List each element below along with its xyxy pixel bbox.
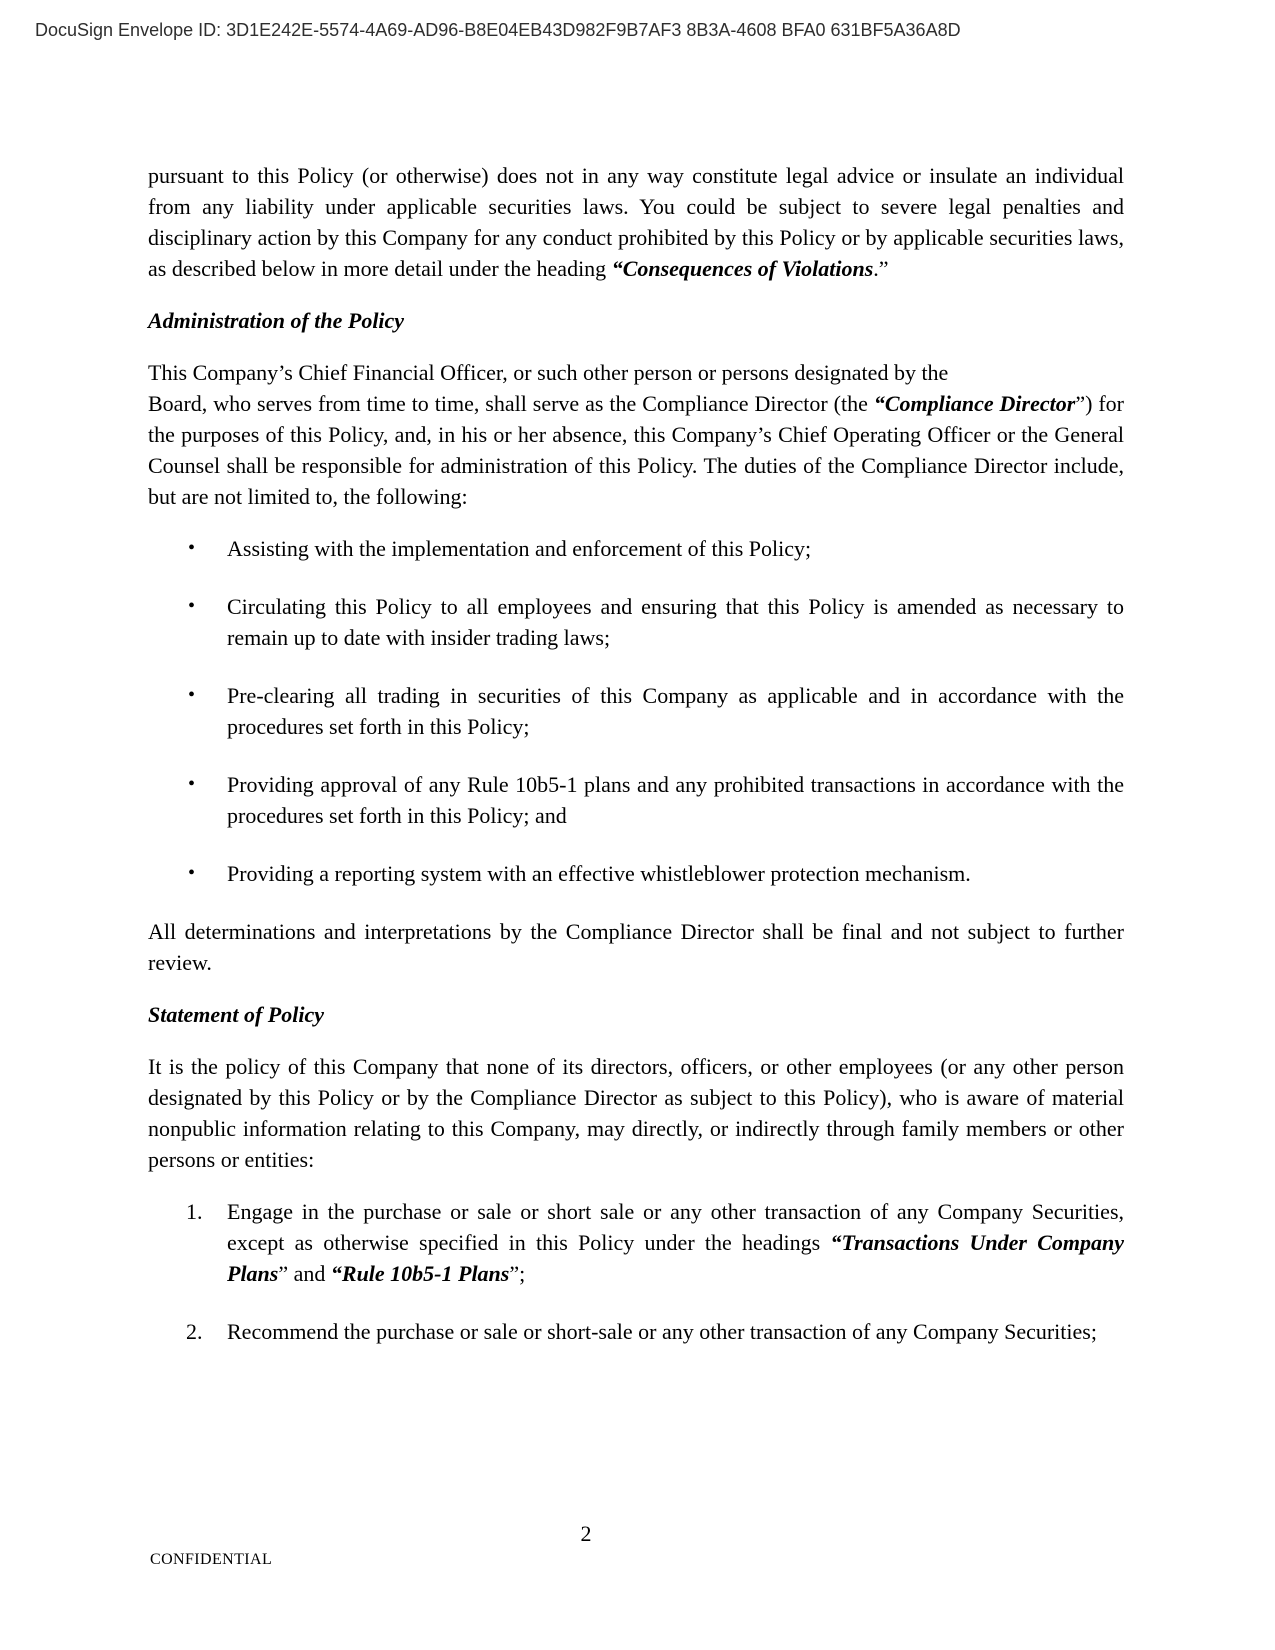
docusign-envelope-id: DocuSign Envelope ID: 3D1E242E-5574-4A69-AD96-B8E04EB43D982F9B7AF3 8B3A-4608 BFA0 631BF5A36A8D: [35, 20, 961, 40]
section-heading-statement: Statement of Policy: [148, 1002, 324, 1027]
bullet-item: [148, 680, 1124, 742]
bullet-item-text: Circulating this Policy to all employees and ensuring that this Policy is amended as necessary to remain up to date with insider trading laws;: [227, 594, 1124, 650]
bullet-icon: •: [188, 773, 196, 795]
bullet-item-text: Assisting with the implementation and enforcement of this Policy;: [227, 536, 812, 561]
bullet-item-text: Providing approval of any Rule 10b5-1 plans and any prohibited transactions in accordance with the procedures set forth in this Policy; and: [227, 772, 1124, 828]
bullet-icon: •: [188, 595, 196, 617]
bullet-icon: •: [188, 537, 196, 559]
bullet-item-text: Pre-clearing all trading in securities of this Company as applicable and in accordance with the procedures set forth in this Policy;: [227, 683, 1124, 739]
numbered-item: [148, 1196, 1124, 1289]
bullet-item: [148, 769, 1124, 831]
numbered-item-text: Recommend the purchase or sale or short-sale or any other transaction of any Company Securities;: [227, 1319, 1097, 1344]
bullet-item: [148, 858, 1124, 889]
document-body: [148, 160, 1124, 1374]
administration-paragraph-first-line: This Company’s Chief Financial Officer, or such other person or persons designated by the: [148, 360, 949, 385]
bullet-item-text: Providing a reporting system with an effective whistleblower protection mechanism.: [227, 861, 971, 886]
compliance-duties-list: [148, 533, 1124, 889]
numbered-item-text: Engage in the purchase or sale or short sale or any other transaction of any Company Securities, except as otherwise specified in this Policy under the headings “Transactions Under Company Plans” and “Rule 10b5-1 Plans”;: [227, 1199, 1124, 1286]
bullet-item: [148, 591, 1124, 653]
prohibited-actions-list: [148, 1196, 1124, 1347]
determinations-paragraph: All determinations and interpretations by the Compliance Director shall be final and not subject to further review.: [148, 919, 1124, 975]
administration-paragraph: [148, 357, 1124, 512]
intro-paragraph: pursuant to this Policy (or otherwise) does not in any way constitute legal advice or insulate an individual from any liability under applicable securities laws. You could be subject to severe legal penalties and disciplinary action by this Company for any conduct prohibited by this Policy or by applicable securities laws, as described below in more detail under the heading “Consequences of Violations.”: [148, 163, 1124, 281]
page-number: 2: [580, 1521, 592, 1546]
bullet-icon: •: [188, 684, 196, 706]
item-number: 1.: [186, 1199, 203, 1224]
section-heading-administration: Administration of the Policy: [148, 308, 405, 333]
numbered-item: [148, 1316, 1124, 1347]
item-number: 2.: [186, 1319, 203, 1344]
confidential-label: CONFIDENTIAL: [150, 1551, 273, 1568]
bullet-item: [148, 533, 1124, 564]
administration-paragraph-rest: Board, who serves from time to time, shall serve as the Compliance Director (the “Compliance Director”) for the purposes of this Policy, and, in his or her absence, this Company’s Chief Operating Officer or the General Counsel shall be responsible for administration of this Policy. The duties of the Compliance Director include, but are not limited to, the following:: [148, 391, 1124, 509]
bullet-icon: •: [188, 862, 196, 884]
statement-paragraph: It is the policy of this Company that none of its directors, officers, or other employees (or any other person designated by this Policy or by the Compliance Director as subject to this Policy), who is aware of material nonpublic information relating to this Company, may directly, or indirectly through family members or other persons or entities:: [148, 1054, 1124, 1172]
